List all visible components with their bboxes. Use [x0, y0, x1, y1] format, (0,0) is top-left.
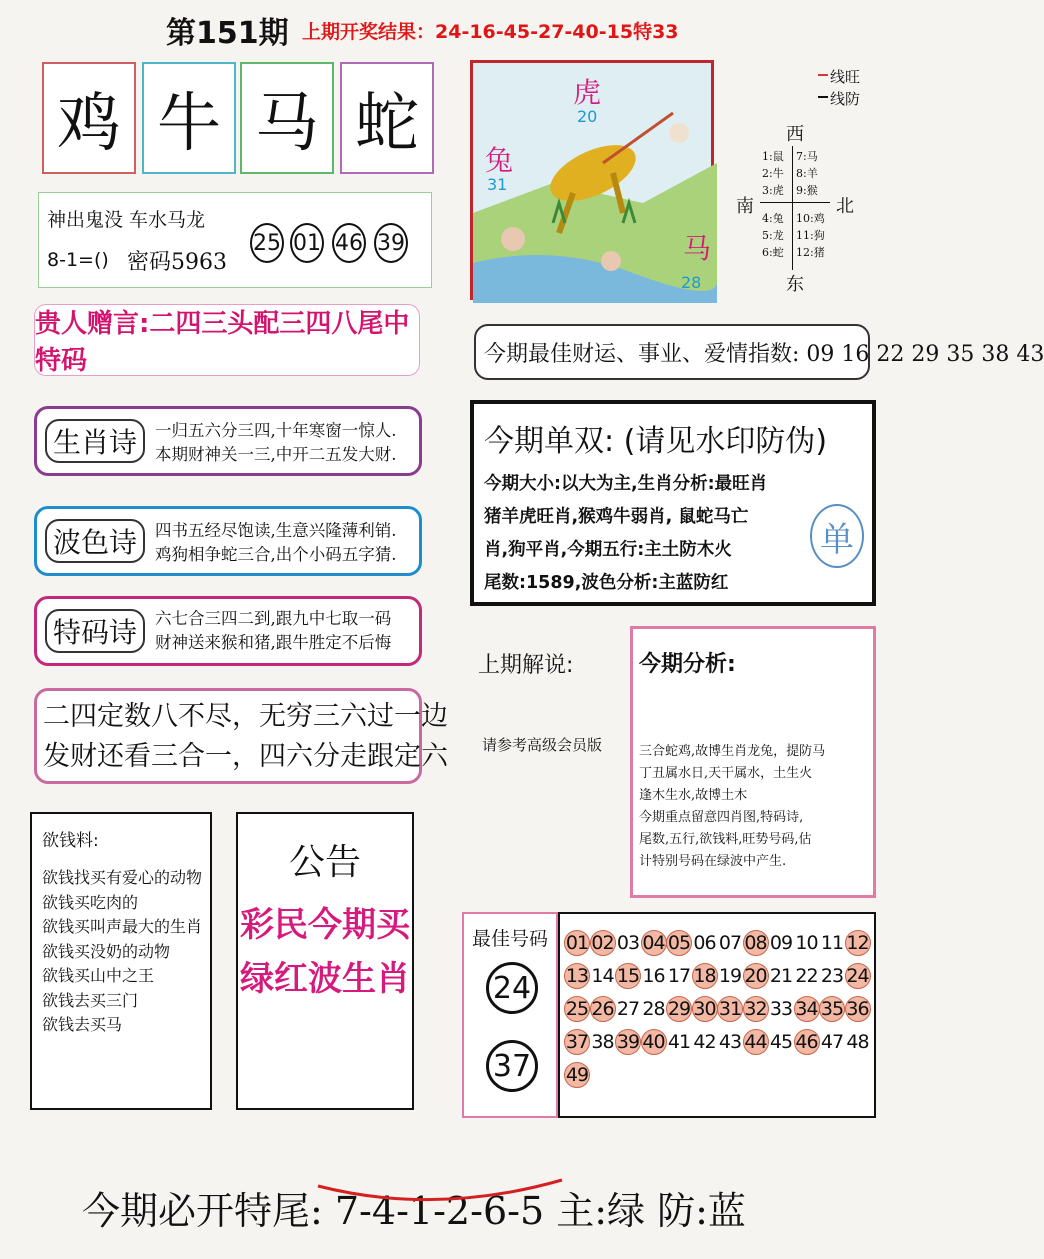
compass-hline [760, 202, 830, 203]
riddle-line: 欲钱找买有爱心的动物 [42, 868, 203, 887]
num-tiger: 20 [577, 107, 598, 126]
grid-number: 45 [769, 1031, 793, 1053]
grid-number: 01 [565, 932, 589, 954]
zone-item: 7:马 [796, 150, 818, 163]
last-result: 上期开奖结果：24-16-45-27-40-15特33 [302, 21, 679, 43]
grid-number: 24 [846, 965, 869, 987]
legend-red: 线旺 [830, 68, 861, 86]
quatrain [34, 688, 448, 784]
riddle-box [30, 812, 212, 1110]
grid-number: 29 [667, 998, 691, 1020]
number-grid [558, 912, 876, 1118]
zone-item: 6:蛇 [762, 246, 784, 259]
zodiac-box-4: 蛇 [340, 62, 434, 174]
grid-number: 02 [591, 932, 614, 954]
grid-number: 19 [718, 965, 742, 987]
poem-line: 六七合三四二到,跟九中七取一码 [155, 609, 392, 628]
legend-red-line [818, 74, 828, 76]
explain-body [639, 741, 825, 873]
watermark-stamp: 单 [810, 504, 864, 568]
riddle-line: 欲钱买山中之王 [42, 966, 155, 985]
zone-item: 4:兔 [762, 212, 784, 225]
riddle-list [42, 866, 202, 1038]
grid-number: 32 [744, 998, 767, 1020]
grid-number: 07 [718, 932, 742, 954]
zodiac-box-1: 鸡 [42, 62, 136, 174]
special-tail: 今期必开特尾: 7-4-1-2-6-5 主:绿 防:蓝 [82, 1189, 746, 1233]
grid-number: 18 [693, 965, 716, 987]
zodiac-poem [34, 406, 422, 476]
fortune-index: 今期最佳财运、事业、爱情指数: 09 16 22 29 35 38 43 [474, 324, 870, 380]
explain-box [630, 626, 876, 898]
riddle-title: 欲钱料: [42, 831, 99, 851]
grid-number: 37 [565, 1031, 589, 1053]
zone-item: 5:龙 [762, 229, 784, 242]
zone-item: 12:猪 [796, 246, 825, 259]
grid-number: 35 [820, 998, 844, 1020]
grid-number: 06 [693, 932, 716, 954]
zone-item: 2:牛 [762, 167, 784, 180]
quatrain-line: 二四定数八不尽，无穷三六过一边 [43, 701, 448, 732]
analysis-title: 今期单双: (请见水印防伪) [484, 424, 828, 459]
dir-north: 北 [836, 196, 854, 217]
info-line-1: 神出鬼没 车水马龙 [47, 209, 206, 231]
issue-number: 第151期 [166, 16, 289, 51]
explain-line: 丁丑属水日,天干属水，土生火 [639, 766, 813, 781]
label-rabbit: 兔 [485, 144, 514, 177]
grid-number: 31 [718, 998, 742, 1020]
zone-item: 3:虎 [762, 184, 784, 197]
zone-item: 11:狗 [796, 229, 825, 242]
notice-body [238, 898, 412, 1006]
poem-title: 特码诗 [45, 609, 145, 653]
grid-number: 12 [846, 932, 869, 954]
analysis-line: 今期大小:以大为主,生肖分析:最旺肖 [484, 474, 768, 494]
explain-line: 尾数,五行,欲钱料,旺势号码,估 [639, 832, 812, 847]
grid-number: 11 [820, 932, 844, 954]
grid-number: 05 [667, 932, 691, 954]
explain-line: 逢木生水,故博土木 [639, 788, 748, 803]
lucky-number-4: 39 [374, 223, 408, 263]
compass-vline [792, 146, 793, 270]
dir-west: 西 [786, 124, 804, 145]
analysis-line: 尾数:1589,波色分析:主蓝防红 [484, 573, 729, 593]
info-line-2: 8-1=() [47, 249, 109, 271]
grid-number: 09 [769, 932, 793, 954]
notice-line: 彩民今期买 [240, 905, 410, 945]
grid-number: 48 [846, 1031, 869, 1053]
grid-number: 40 [642, 1031, 665, 1053]
quatrain-line: 发财还看三合一，四六分走跟定六 [43, 741, 448, 772]
poem-title: 波色诗 [45, 519, 145, 563]
best-label: 最佳号码 [472, 928, 549, 950]
grid-number: 14 [591, 965, 614, 987]
num-rabbit: 31 [487, 175, 508, 194]
poem-line: 鸡狗相争蛇三合,出个小码五字猜. [155, 545, 397, 564]
lucky-number-1: 25 [250, 223, 284, 263]
zone-item: 10:鸡 [796, 212, 825, 225]
grid-number: 39 [616, 1031, 640, 1053]
label-horse: 马 [683, 232, 712, 265]
grid-number: 08 [744, 932, 767, 954]
dir-south: 南 [736, 196, 754, 217]
grid-number: 34 [795, 998, 818, 1020]
zodiac-box-3: 马 [240, 62, 334, 174]
notice-line: 绿红波生肖 [240, 959, 410, 999]
best-pick-1: 24 [486, 962, 538, 1014]
compass-chart [732, 68, 892, 300]
zodiac-picture [470, 60, 714, 300]
grid-number: 44 [744, 1031, 767, 1053]
explain-title: 今期分析: [639, 652, 736, 677]
riddle-line: 欲钱去买三门 [42, 990, 139, 1010]
grid-number: 03 [616, 932, 640, 954]
zone-bottom-left [762, 210, 784, 261]
grid-number: 27 [616, 998, 640, 1020]
riddle-line: 欲钱买吃肉的 [42, 892, 139, 912]
grid-number: 43 [718, 1031, 742, 1053]
lucky-number-2: 01 [290, 223, 324, 263]
poem-line: 四书五经尽饱读,生意兴隆薄利销. [155, 521, 397, 540]
grid-number: 23 [820, 965, 844, 987]
zone-item: 8:羊 [796, 167, 818, 180]
legend-black: 线防 [830, 90, 861, 108]
label-tiger: 虎 [573, 76, 602, 109]
zone-item: 9:猴 [796, 184, 818, 197]
best-pick-2: 37 [486, 1040, 538, 1092]
grid-number: 25 [565, 998, 589, 1020]
notice-box [236, 812, 414, 1110]
zodiac-box-2: 牛 [142, 62, 236, 174]
color-poem [34, 506, 422, 576]
lucky-number-3: 46 [332, 223, 366, 263]
special-poem [34, 596, 422, 666]
riddle-line: 欲钱买叫声最大的生肖 [42, 917, 203, 936]
grid-number: 42 [693, 1031, 716, 1053]
grid-number: 20 [744, 965, 767, 987]
explain-line: 三合蛇鸡,故博生肖龙兔，提防马 [639, 744, 826, 759]
grid-number: 16 [642, 965, 665, 987]
grid-number: 38 [591, 1031, 614, 1053]
zone-bottom-right [796, 210, 825, 261]
riddle-line: 欲钱买没奶的动物 [42, 941, 171, 961]
grid-number: 17 [667, 965, 691, 987]
grid-number: 30 [693, 998, 716, 1020]
grid-number: 26 [591, 998, 614, 1020]
grid-number: 49 [565, 1064, 589, 1086]
refer-note: 请参考高级会员版 [482, 736, 603, 754]
grid-number: 41 [667, 1031, 691, 1053]
red-arc [316, 1176, 566, 1206]
zone-top-right [796, 148, 818, 199]
poem-line: 一归五六分三四,十年寒窗一惊人. [155, 421, 397, 440]
grid-number: 21 [769, 965, 793, 987]
num-horse: 28 [681, 273, 702, 292]
password: 密码5963 [127, 250, 227, 275]
zone-top-left [762, 148, 784, 199]
last-explain-label: 上期解说: [478, 653, 574, 678]
grid-number: 10 [795, 932, 818, 954]
grid-number: 36 [846, 998, 869, 1020]
grid-number: 28 [642, 998, 665, 1020]
poem-line: 财神送来猴和猪,跟牛胜定不后悔 [155, 633, 392, 652]
analysis-line: 猪羊虎旺肖,猴鸡牛弱肖, 鼠蛇马亡 [484, 507, 749, 527]
explain-line: 今期重点留意四肖图,特码诗, [639, 810, 804, 825]
analysis-body [484, 468, 767, 600]
grid-number: 04 [642, 932, 665, 954]
grid-number: 47 [820, 1031, 844, 1053]
grid-number: 33 [769, 998, 793, 1020]
legend-black-line [818, 96, 828, 98]
analysis-box [470, 400, 876, 606]
grid-number: 13 [565, 965, 589, 987]
best-picks-box [462, 912, 558, 1118]
info-box [38, 192, 432, 288]
grid-number: 46 [795, 1031, 818, 1053]
notice-title: 公告 [288, 842, 361, 883]
riddle-line: 欲钱去买马 [42, 1015, 123, 1034]
poem-title: 生肖诗 [45, 419, 145, 463]
explain-line: 计特别号码在绿波中产生. [639, 854, 787, 869]
noble-banner: 贵人赠言:二四三头配三四八尾中特码 [34, 304, 420, 376]
grid-number: 22 [795, 965, 818, 987]
grid-number: 15 [616, 965, 640, 987]
zone-item: 1:鼠 [762, 150, 784, 163]
poem-line: 本期财神关一三,中开二五发大财. [155, 445, 397, 464]
analysis-line: 肖,狗平肖,今期五行:主土防木火 [484, 540, 732, 560]
dir-east: 东 [786, 274, 804, 295]
